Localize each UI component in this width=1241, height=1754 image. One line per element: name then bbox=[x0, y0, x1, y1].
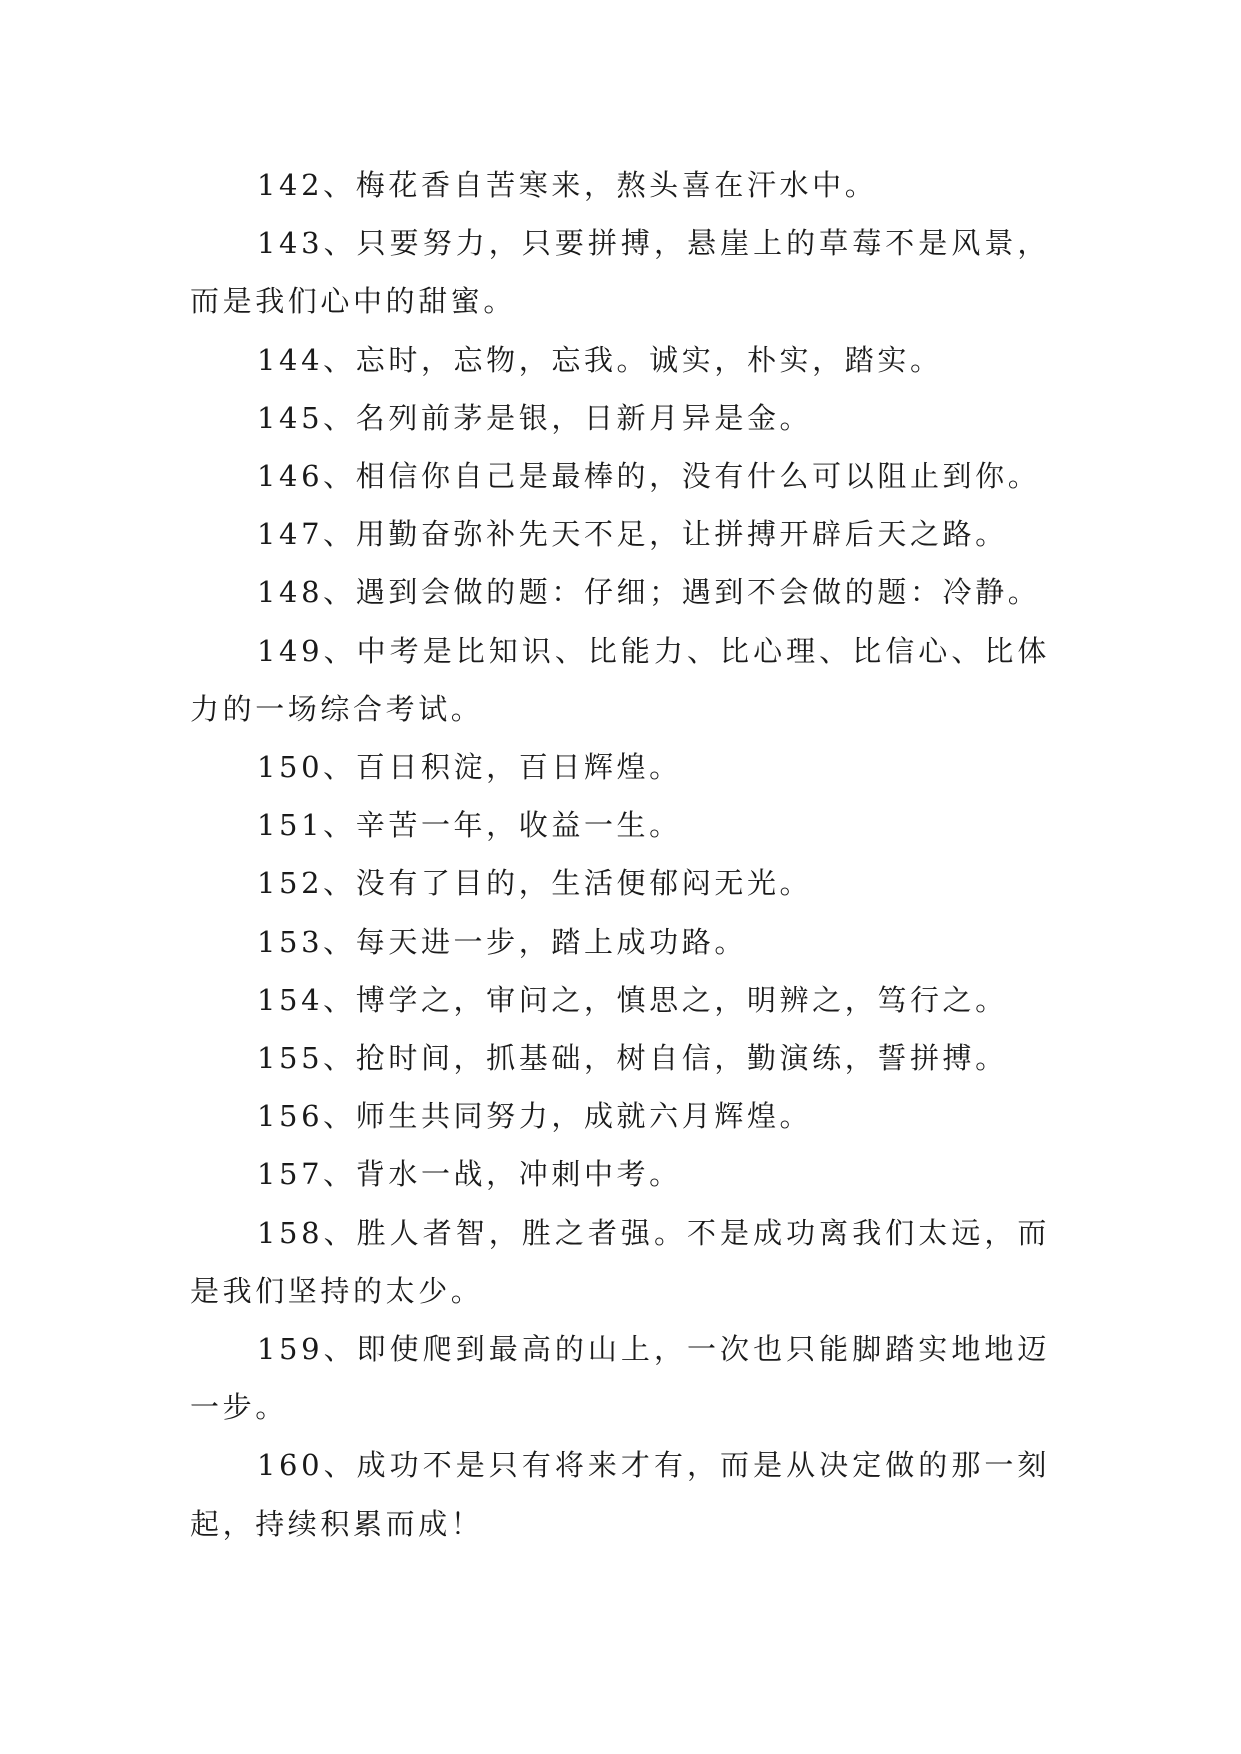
quote-154: 154、博学之，审问之，慎思之，明辨之，笃行之。 bbox=[257, 982, 1008, 1017]
quote-155: 155、抢时间，抓基础，树自信，勤演练，誓拼搏。 bbox=[257, 1041, 1008, 1076]
quote-151: 151、辛苦一年，收益一生。 bbox=[257, 808, 682, 843]
quote-157: 157、背水一战，冲刺中考。 bbox=[257, 1157, 682, 1192]
quote-149: 149、中考是比知识、比能力、比心理、比信心、比体力的一场综合考试。 bbox=[190, 633, 1050, 726]
quote-156: 156、师生共同努力，成就六月辉煌。 bbox=[257, 1099, 813, 1134]
quote-143: 143、只要努力，只要拼搏，悬崖上的草莓不是风景，而是我们心中的甜蜜。 bbox=[190, 226, 1050, 319]
quote-159: 159、即使爬到最高的山上，一次也只能脚踏实地地迈一步。 bbox=[190, 1332, 1050, 1425]
quote-144: 144、忘时，忘物，忘我。诚实，朴实，踏实。 bbox=[257, 342, 943, 377]
quote-146: 146、相信你自己是最棒的，没有什么可以阻止到你。 bbox=[257, 459, 1041, 494]
quote-145: 145、名列前茅是银，日新月异是金。 bbox=[257, 400, 813, 435]
quote-148: 148、遇到会做的题：仔细；遇到不会做的题：冷静。 bbox=[257, 575, 1041, 610]
quote-142: 142、梅花香自苦寒来，熬头喜在汗水中。 bbox=[257, 168, 878, 202]
quote-152: 152、没有了目的，生活便郁闷无光。 bbox=[257, 866, 813, 901]
quote-list bbox=[190, 156, 1050, 1553]
quote-150: 150、百日积淀，百日辉煌。 bbox=[257, 750, 682, 785]
quote-158: 158、胜人者智，胜之者强。不是成功离我们太远，而是我们坚持的太少。 bbox=[190, 1215, 1050, 1308]
quote-153: 153、每天进一步，踏上成功路。 bbox=[257, 924, 747, 959]
quote-147: 147、用勤奋弥补先天不足，让拼搏开辟后天之路。 bbox=[257, 517, 1008, 552]
quote-160: 160、成功不是只有将来才有，而是从决定做的那一刻起，持续积累而成！ bbox=[190, 1448, 1050, 1541]
